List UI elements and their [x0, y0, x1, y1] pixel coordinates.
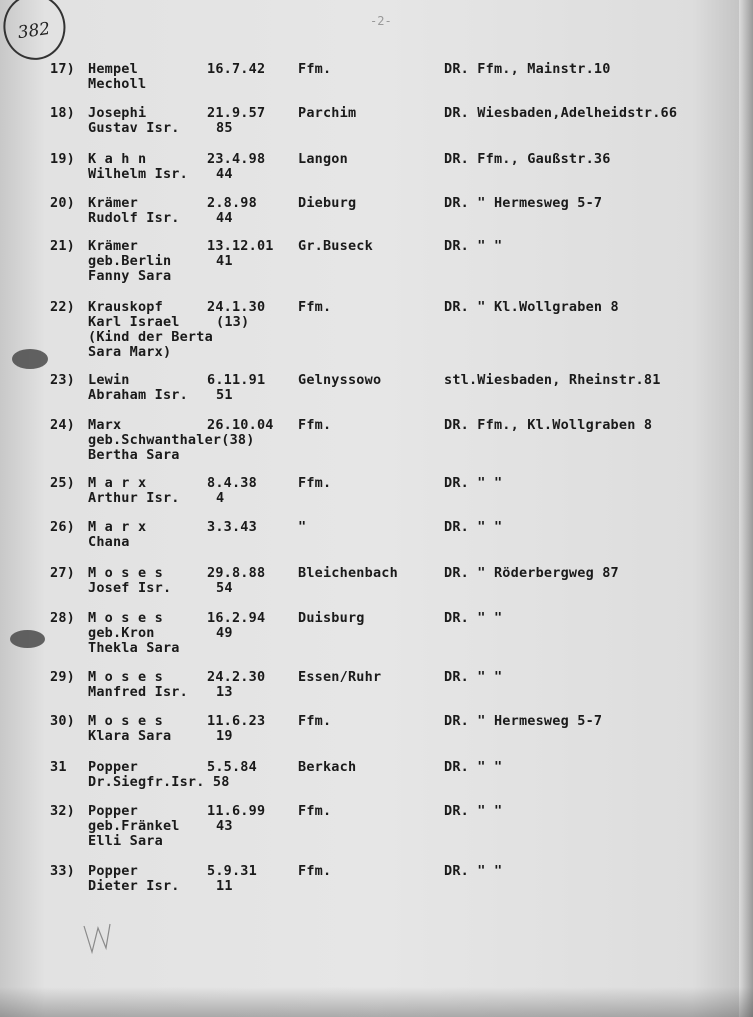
entry-date-text: 8.4.38	[207, 475, 257, 491]
entry-date-text: 21.9.57	[207, 105, 266, 121]
entry-date-text: 23.4.98	[207, 151, 266, 167]
entry-birthdate	[207, 520, 257, 535]
entry-number: 22)	[50, 299, 75, 315]
entry-name-line: Hempel	[88, 61, 138, 77]
entry-name	[88, 864, 180, 894]
ink-stain	[12, 349, 48, 369]
entry-number: 31	[50, 759, 67, 775]
entry-name-line: Krämer	[88, 195, 138, 211]
entry-birthplace: Dieburg	[298, 195, 357, 211]
entry-residence: DR. " Kl.Wollgraben 8	[444, 299, 619, 315]
entry-birthplace: Ffm.	[298, 299, 332, 315]
entry-residence: DR. Ffm., Kl.Wollgraben 8	[444, 417, 653, 433]
entry-name-line: geb.Kron	[88, 625, 155, 641]
entry-number: 33)	[50, 863, 75, 879]
entry-number: 27)	[50, 565, 75, 581]
entry-name	[88, 106, 180, 136]
entry-date-text: 16.2.94	[207, 610, 266, 626]
entry-residence: DR. Wiesbaden,Adelheidstr.66	[444, 105, 678, 121]
entry-name-line: Gustav Isr.	[88, 120, 180, 136]
entry-birthplace: Gelnyssowo	[298, 372, 382, 388]
entry-residence: DR. " "	[444, 238, 503, 254]
entry-residence: DR. " Hermesweg 5-7	[444, 713, 603, 729]
pencil-scribble	[80, 918, 120, 958]
entry-age: 44	[216, 210, 233, 226]
entry-name-line: M o s e s	[88, 610, 163, 626]
entry-date-text: 29.8.88	[207, 565, 266, 581]
entry-name-line: Klara Sara	[88, 728, 172, 744]
entry-number: 28)	[50, 610, 75, 626]
entry-birthplace: Bleichenbach	[298, 565, 398, 581]
entry-name-line: M a r x	[88, 475, 147, 491]
entry-name-line: Elli Sara	[88, 833, 163, 849]
entry-name-line: Rudolf Isr.	[88, 210, 180, 226]
entry-birthdate	[207, 106, 265, 136]
entry-number: 19)	[50, 151, 75, 167]
entry-date-text: 3.3.43	[207, 519, 257, 535]
entry-name-line: Popper	[88, 863, 138, 879]
entry-name-line: M a r x	[88, 519, 147, 535]
entry-name	[88, 670, 188, 700]
entry-number: 21)	[50, 238, 75, 254]
entry-name-line: Thekla Sara	[88, 640, 180, 656]
entry-age: 13	[216, 684, 233, 700]
entry-name-line: Marx	[88, 417, 122, 433]
entry-birthplace: Essen/Ruhr	[298, 669, 382, 685]
entry-name-line: M o s e s	[88, 669, 163, 685]
entry-birthdate	[207, 239, 274, 269]
entry-name	[88, 566, 171, 596]
entry-residence: DR. " "	[444, 803, 503, 819]
entry-name	[88, 714, 171, 744]
entry-date-text: 5.5.84	[207, 759, 257, 775]
entry-birthdate	[207, 418, 274, 433]
entry-name-line: Krauskopf	[88, 299, 163, 315]
entry-name-line: K a h n	[88, 151, 147, 167]
entry-date-text: 26.10.04	[207, 417, 274, 433]
entry-birthplace: "	[298, 519, 307, 535]
entry-birthplace: Duisburg	[298, 610, 365, 626]
entry-name-line: Sara Marx)	[88, 344, 172, 360]
entry-birthplace: Ffm.	[298, 475, 332, 491]
entry-name-line: Krämer	[88, 238, 138, 254]
entry-birthplace: Ffm.	[298, 803, 332, 819]
entry-age: 54	[216, 580, 233, 596]
entry-name-line: Karl Israel	[88, 314, 180, 330]
entry-name	[88, 196, 180, 226]
entry-date-text: 11.6.23	[207, 713, 266, 729]
entry-number: 20)	[50, 195, 75, 211]
entry-age: 44	[216, 166, 233, 182]
entry-birthdate	[207, 62, 265, 77]
entry-residence: stl.Wiesbaden, Rheinstr.81	[444, 372, 661, 388]
entry-name-line: M o s e s	[88, 713, 163, 729]
entry-birthdate	[207, 476, 257, 506]
entry-age: 11	[216, 878, 233, 894]
entry-date-text: 16.7.42	[207, 61, 266, 77]
entry-name	[88, 804, 180, 849]
entry-age: (13)	[216, 314, 250, 330]
page-number	[0, 0, 72, 66]
top-mark: -2-	[370, 14, 392, 28]
entry-name	[88, 62, 146, 92]
entry-name-line: Chana	[88, 534, 130, 550]
entry-birthplace: Ffm.	[298, 713, 332, 729]
entry-residence: DR. " "	[444, 610, 503, 626]
entry-residence: DR. " "	[444, 475, 503, 491]
entry-name	[88, 300, 213, 360]
entry-date-text: 6.11.91	[207, 372, 266, 388]
entry-date-text: 11.6.99	[207, 803, 266, 819]
entry-residence: DR. " "	[444, 759, 503, 775]
entry-name-line: Fanny Sara	[88, 268, 172, 284]
page-number-circle	[0, 0, 70, 64]
entry-residence: DR. Ffm., Mainstr.10	[444, 61, 611, 77]
entry-date-text: 2.8.98	[207, 195, 257, 211]
entry-name-line: (Kind der Berta	[88, 329, 213, 345]
entry-name-line: geb.Berlin	[88, 253, 172, 269]
entry-name-line: Wilhelm Isr.	[88, 166, 188, 182]
entry-birthdate	[207, 804, 265, 834]
entry-number: 25)	[50, 475, 75, 491]
entry-name-line: geb.Fränkel	[88, 818, 180, 834]
page-shadow	[0, 987, 753, 1017]
entry-name	[88, 239, 171, 284]
entry-age: 41	[216, 253, 233, 269]
entry-number: 29)	[50, 669, 75, 685]
entry-name-line: Dr.Siegfr.Isr. 58	[88, 774, 230, 790]
entry-name-line: Josephi	[88, 105, 147, 121]
entry-number: 26)	[50, 519, 75, 535]
entry-birthplace: Parchim	[298, 105, 357, 121]
entry-birthdate	[207, 152, 265, 182]
entry-name-line: Arthur Isr.	[88, 490, 180, 506]
entry-birthplace: Ffm.	[298, 417, 332, 433]
entry-name-line: geb.Schwanthaler(38)	[88, 432, 255, 448]
entry-name-line: Manfred Isr.	[88, 684, 188, 700]
entry-age: 4	[216, 490, 225, 506]
entry-birthdate	[207, 196, 257, 226]
entry-residence: DR. " "	[444, 863, 503, 879]
entry-birthplace: Ffm.	[298, 61, 332, 77]
ink-stain	[10, 630, 45, 648]
entry-date-text: 24.1.30	[207, 299, 266, 315]
entry-age: 85	[216, 120, 233, 136]
entry-birthdate	[207, 670, 265, 700]
entry-name	[88, 373, 188, 403]
entry-birthdate	[207, 760, 257, 775]
entry-residence: DR. " Röderbergweg 87	[444, 565, 619, 581]
entry-date-text: 24.2.30	[207, 669, 266, 685]
page-edge	[739, 0, 753, 1017]
entry-number: 32)	[50, 803, 75, 819]
entry-name-line: Lewin	[88, 372, 130, 388]
entry-number: 23)	[50, 372, 75, 388]
entry-number: 18)	[50, 105, 75, 121]
entry-residence: DR. " "	[444, 519, 503, 535]
entry-name-line: Popper	[88, 759, 138, 775]
entry-name-line: Dieter Isr.	[88, 878, 180, 894]
entry-name-line: M o s e s	[88, 565, 163, 581]
entry-birthdate	[207, 611, 265, 641]
entry-name-line: Josef Isr.	[88, 580, 172, 596]
entry-birthplace: Berkach	[298, 759, 357, 775]
entry-date-text: 5.9.31	[207, 863, 257, 879]
entry-name	[88, 520, 146, 550]
entry-residence: DR. Ffm., Gaußstr.36	[444, 151, 611, 167]
entry-date-text: 13.12.01	[207, 238, 274, 254]
entry-age: 51	[216, 387, 233, 403]
entry-birthplace: Gr.Buseck	[298, 238, 373, 254]
entry-birthdate	[207, 300, 265, 330]
entry-birthplace: Langon	[298, 151, 348, 167]
entry-name-line: Popper	[88, 803, 138, 819]
entry-name-line: Bertha Sara	[88, 447, 180, 463]
entry-age: 43	[216, 818, 233, 834]
entry-age: 19	[216, 728, 233, 744]
entry-birthdate	[207, 566, 265, 596]
entry-name	[88, 476, 180, 506]
entry-name	[88, 152, 188, 182]
entry-birthdate	[207, 714, 265, 744]
entry-name-line: Abraham Isr.	[88, 387, 188, 403]
entry-residence: DR. " Hermesweg 5-7	[444, 195, 603, 211]
entry-birthdate	[207, 864, 257, 894]
entry-birthplace: Ffm.	[298, 863, 332, 879]
entry-name-line: Mecholl	[88, 76, 147, 92]
entry-number: 17)	[50, 61, 75, 77]
entry-birthdate	[207, 373, 265, 403]
entry-age: 49	[216, 625, 233, 641]
entry-residence: DR. " "	[444, 669, 503, 685]
entry-number: 24)	[50, 417, 75, 433]
entry-name	[88, 611, 180, 656]
entry-number: 30)	[50, 713, 75, 729]
page-number-text: 382	[16, 18, 52, 44]
